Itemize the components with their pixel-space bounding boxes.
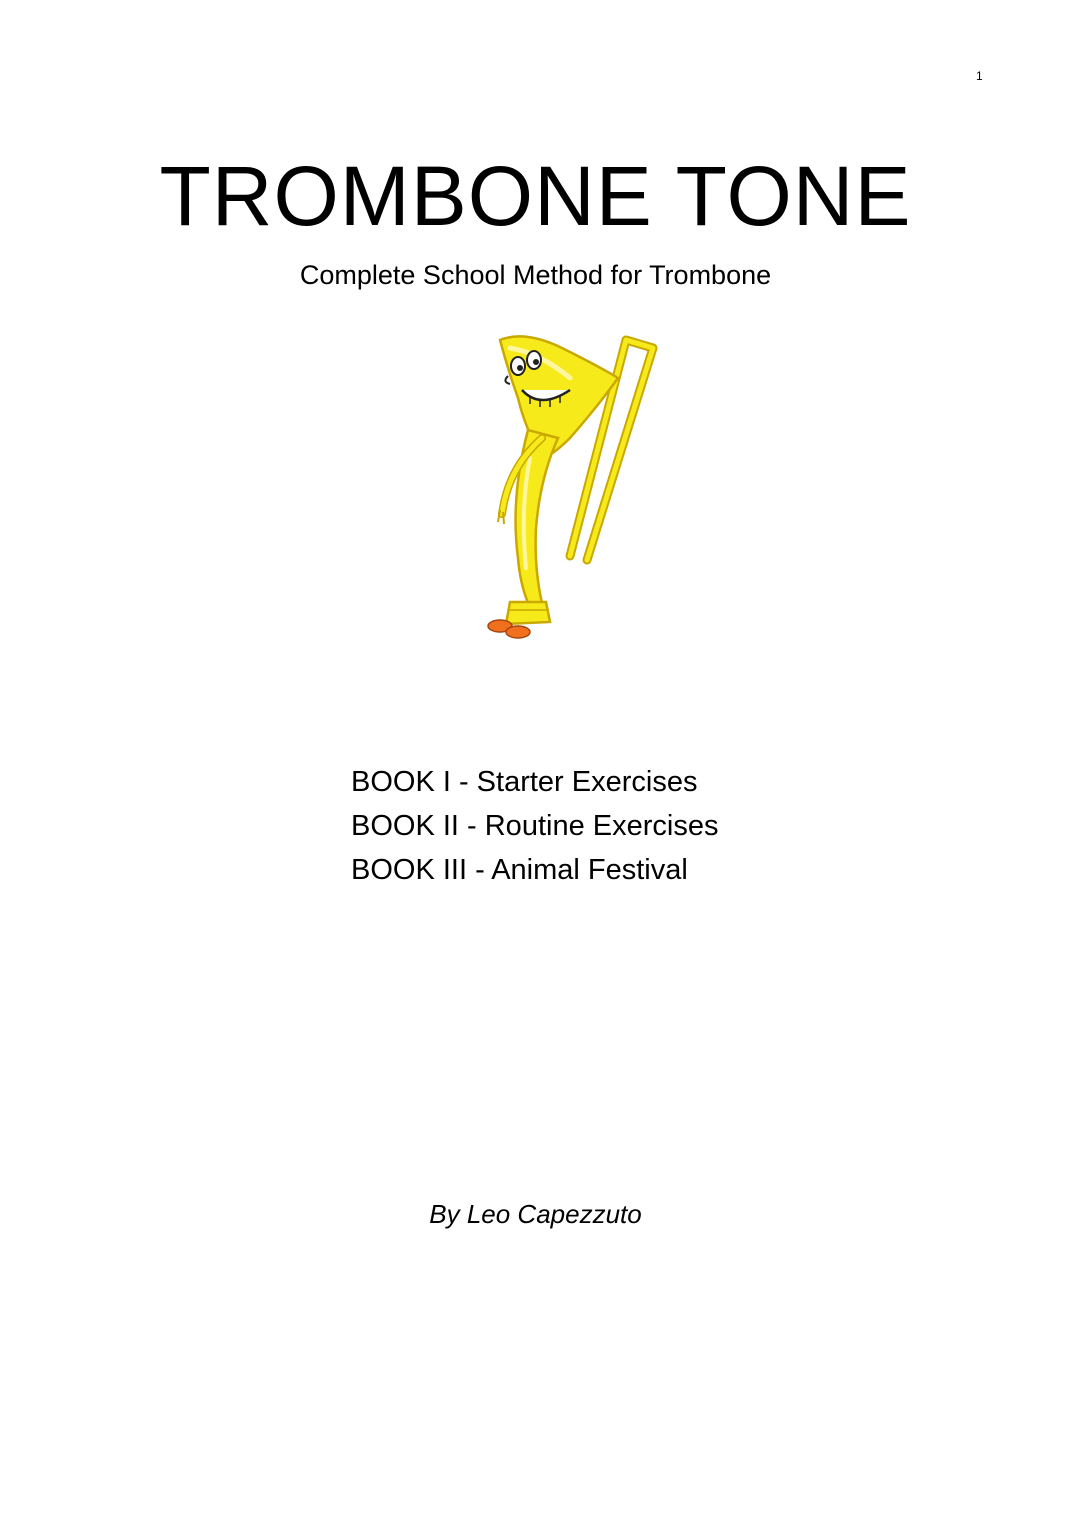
author-byline: By Leo Capezzuto [429,1199,642,1229]
book-list-item: BOOK III - Animal Festival [351,854,688,886]
book-list-item: BOOK II - Routine Exercises [351,810,719,842]
book-list [351,760,718,892]
document-subtitle: Complete School Method for Trombone [299,260,772,290]
mascot-base [506,602,550,624]
book-list-item: BOOK I - Starter Exercises [351,766,698,798]
page-number: 1 [976,69,983,83]
trombone-mascot-illustration [470,318,670,648]
document-title: TROMBONE TONE [159,149,912,243]
